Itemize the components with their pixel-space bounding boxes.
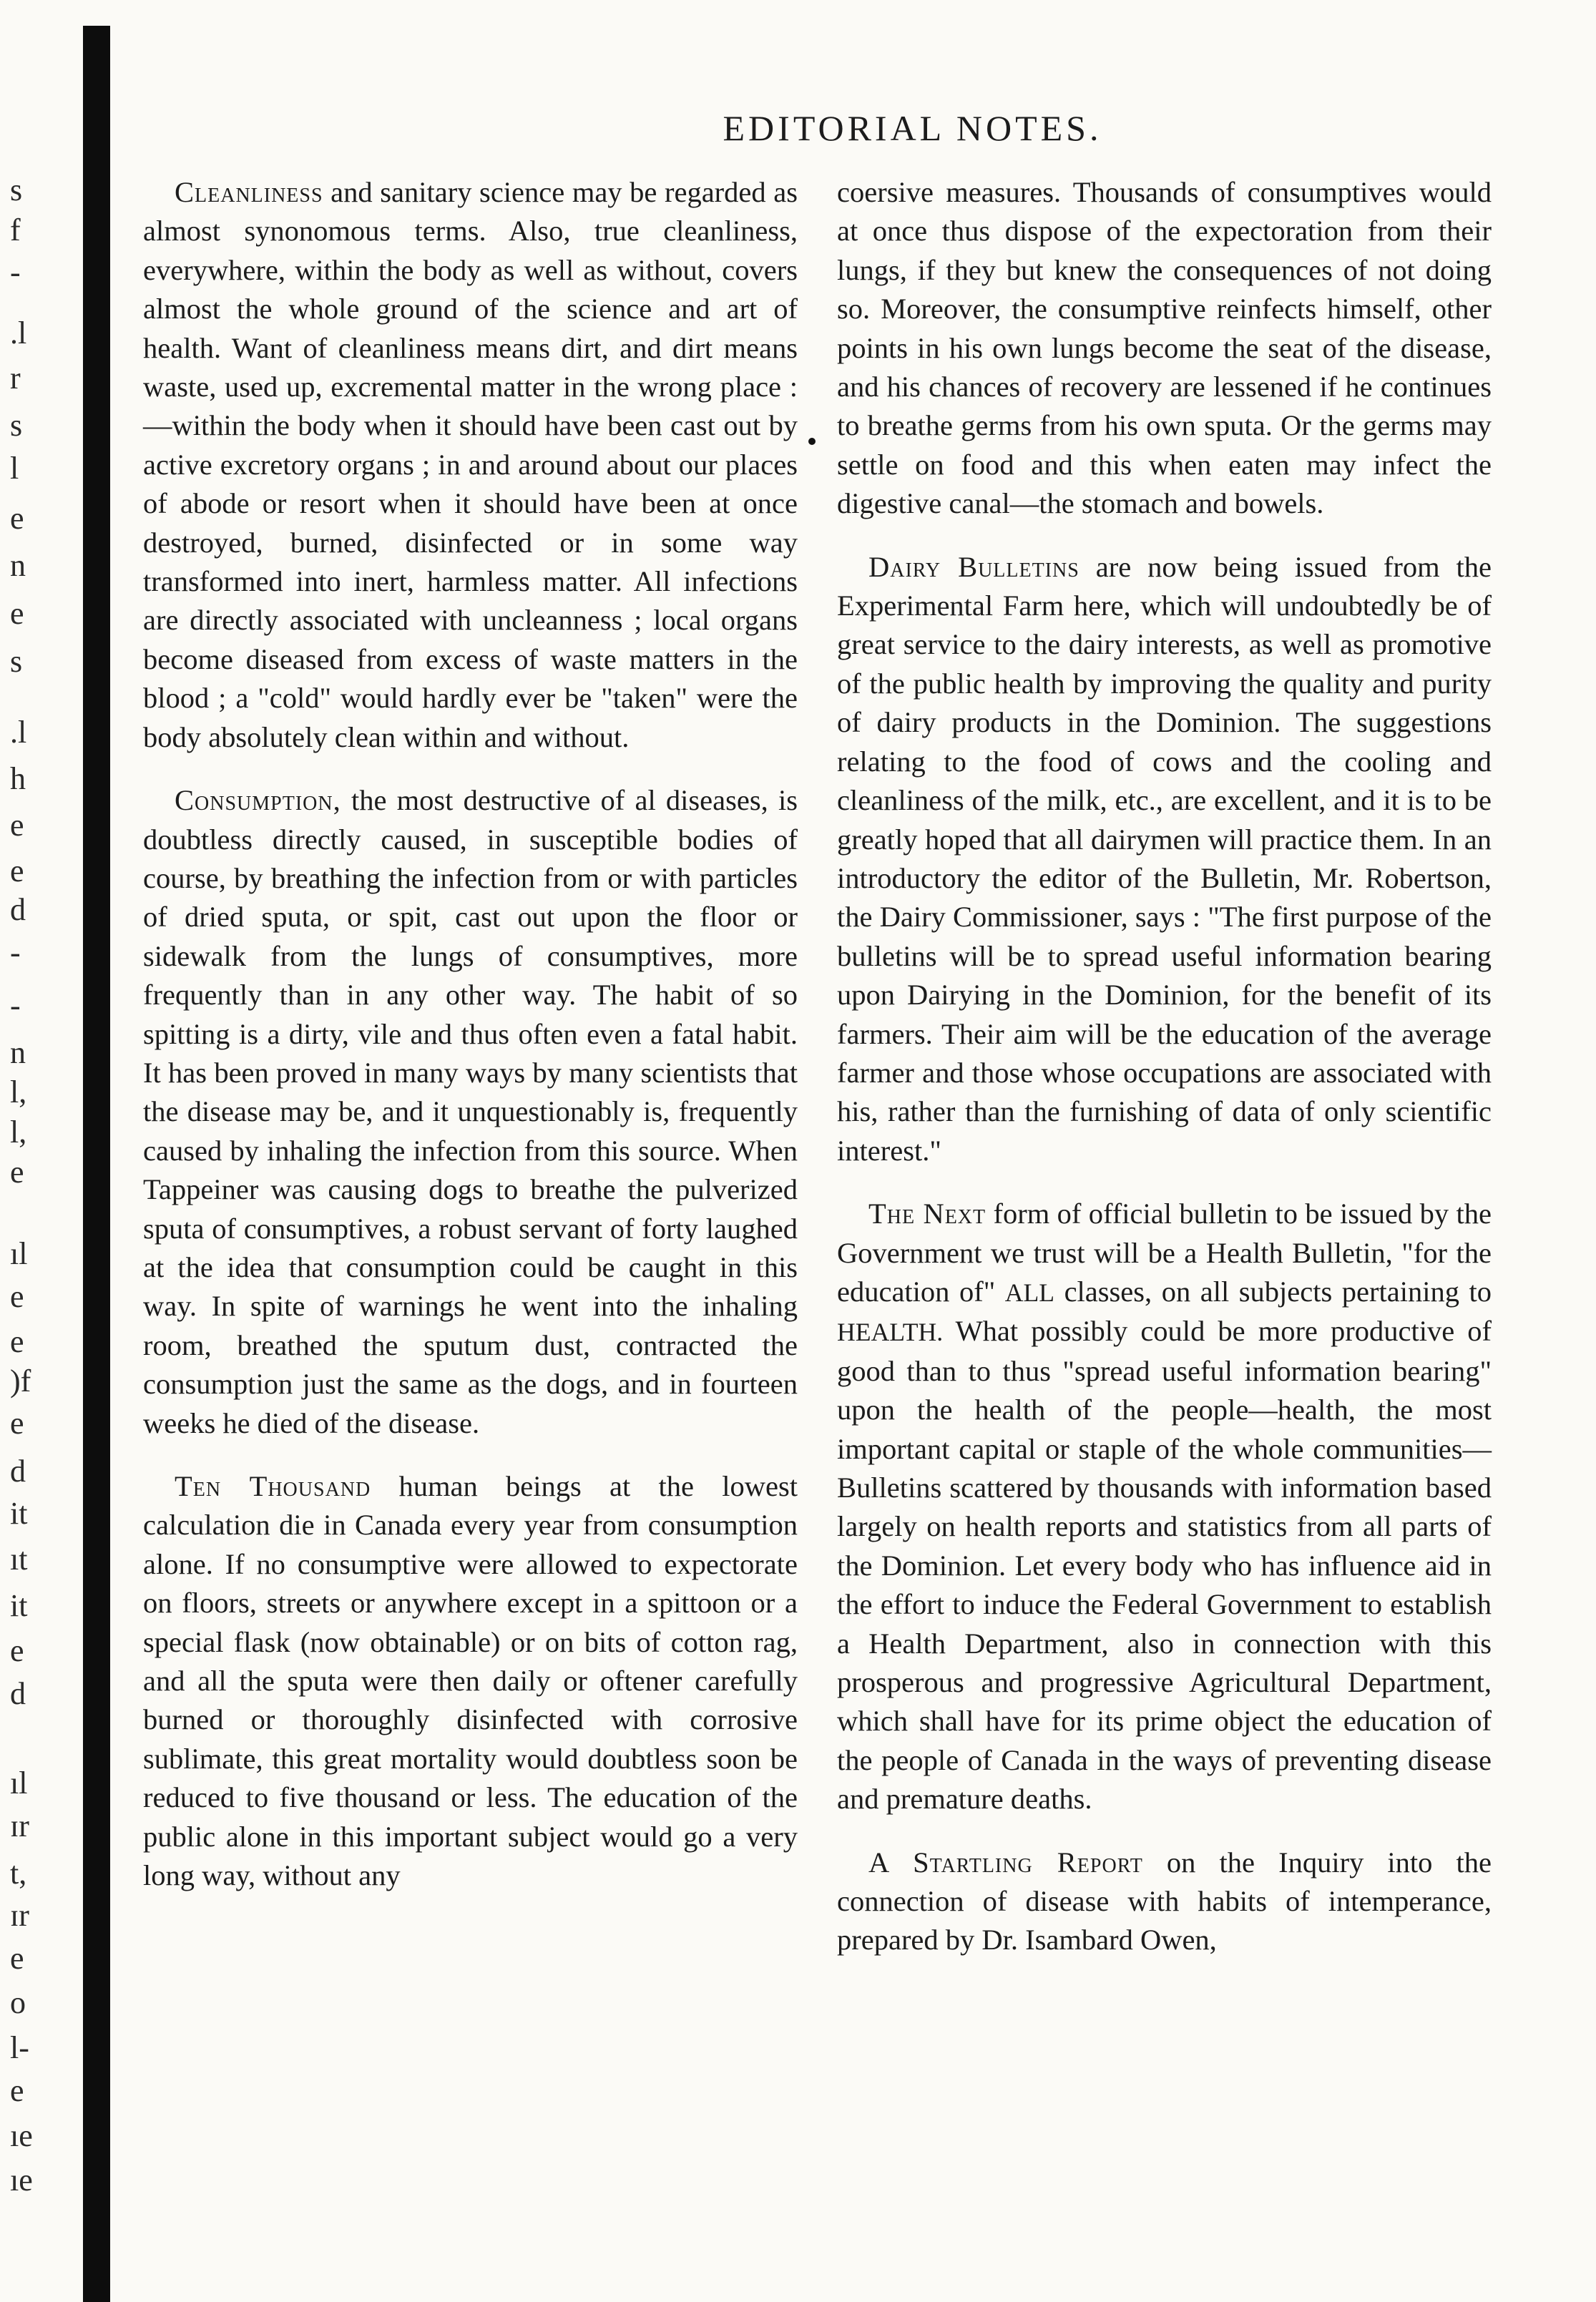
margin-fragment: h [10, 760, 26, 796]
paragraph-consumption [143, 781, 798, 1443]
margin-fragment: l- [10, 2030, 29, 2066]
margin-fragment: .l [10, 714, 27, 750]
margin-fragment: s [10, 172, 23, 207]
left-column [143, 173, 798, 1919]
paragraph-text: form of official bulletin to be issued by the Government we trust will be a Health Bulletin, "for the education of" [837, 1197, 1492, 1308]
margin-fragment: t, [10, 1856, 27, 1891]
margin-fragment: it [10, 1496, 28, 1531]
right-column [837, 173, 1492, 1984]
margin-fragment: e [10, 1633, 24, 1669]
margin-fragment: d [10, 892, 26, 928]
margin-fragment: ɪr [10, 1808, 29, 1843]
margin-fragment: ıl [10, 1765, 28, 1801]
margin-fragment: n [10, 548, 26, 584]
margin-fragment: o [10, 1984, 26, 2020]
margin-fragment: ıe [10, 2163, 33, 2198]
paragraph-text: the most destructive of al diseases, is doubtless directly caused, in susceptible bodies of course, by breathing the infection from or with particles of dried sputa, or spit, cast out upon the floor or sidewalk from the lungs of consumptives, more frequently than in any other way. The habit of so spitting is a dirty, vile and thus often even a fatal habit. It has been proved in many ways by many scientists that the disease may be, and it unquestionably is, frequently caused by inhaling the infection from this source. When Tappeiner was causing dogs to breathe the pulverized sputa of consumptives, a robust servant of forty laughed at the idea that consumption could be caught in this way. In spite of warnings he went into the inhaling room, breathed the sputum dust, contracted the consumption just the same as the dogs, and in fourteen weeks he died of the disease. [143, 784, 798, 1439]
margin-fragment: d [10, 1675, 26, 1711]
paragraph-lead: Dairy Bulletins [868, 550, 1079, 583]
paragraph-lead: A Startling Report [868, 1846, 1143, 1879]
margin-fragment: l [10, 451, 19, 486]
margin-fragment: e [10, 853, 24, 888]
margin-fragment: s [10, 643, 23, 679]
margin-fragment: r [10, 361, 21, 396]
margin-fragment: e [10, 500, 24, 536]
margin-fragment: e [10, 2072, 24, 2108]
small-caps-all: ALL [1004, 1278, 1055, 1307]
margin-fragment: e [10, 1324, 24, 1360]
paragraph-text: coersive measures. Thousands of consumptives would at once thus dispose of the expectoration from their lungs, if they but knew the consequences of not doing so. Moreover, the consumptive reinfects himself, other points in his own lungs become the seat of the disease, and his chances of recovery are lessened if he continues to breathe germs from his own sputa. Or the germs may settle on food and this when eaten may infect the digestive canal—the stomach and bowels. [837, 176, 1492, 520]
paragraph-text: human beings at the lowest calculation die in Canada every year from consumption alone. If no consumptive were allowed to expectorate on floors, streets or anywhere except in a spittoon or a special flask (now obtainable) or on bits of cotton rag, and all the sputa were then daily or oftener carefully burned or thoroughly disinfected with corrosive sublimate, this great mortality would doubtless soon be reduced to five thousand or less. The education of the public alone in this important subject would go a very long way, without any [143, 1470, 798, 1892]
margin-fragment: ıl [10, 1236, 28, 1272]
paragraph-the-next [837, 1195, 1492, 1819]
margin-fragment: e [10, 1155, 24, 1190]
margin-fragment: )f [10, 1363, 31, 1399]
paragraph-lead: The Next [868, 1197, 987, 1230]
margin-fragment: s [10, 407, 23, 443]
paragraph-lead: Ten Thousand [175, 1470, 371, 1502]
margin-fragment: e [10, 808, 24, 843]
margin-fragment: it [10, 1587, 28, 1623]
margin-fragment: ɪr [10, 1898, 29, 1934]
margin-fragment: e [10, 1940, 24, 1976]
paragraph-cleanliness [143, 173, 798, 757]
margin-fragment: n [10, 1035, 26, 1071]
paragraph-startling-report [837, 1843, 1492, 1960]
paragraph-text: on the Inquiry into the connection of disease with habits of intemperance, prepared by Dr. Isambard Owen, [837, 1846, 1492, 1956]
margin-fragment: l, [10, 1074, 27, 1110]
paragraph-continuation [837, 173, 1492, 524]
paragraph-lead: Cleanliness [175, 176, 323, 208]
margin-fragment: d [10, 1453, 26, 1489]
page-title: EDITORIAL NOTES. [723, 108, 1102, 148]
margin-fragment: ıe [10, 2118, 33, 2154]
paragraph-ten-thousand [143, 1467, 798, 1895]
margin-fragment: e [10, 596, 24, 631]
margin-fragment: l, [10, 1115, 27, 1150]
paragraph-text: classes, on all subjects pertaining to [1054, 1275, 1492, 1308]
paragraph-text: are now being issued from the Experimental Farm here, which will undoubtedly be of great service to the dairy interests, as well as promotive of the public health by improving the quality and purity of dairy products in the Dominion. The suggestions relating to the food of cows and the cooling and cleanliness of the milk, etc., are excellent, and it is to be greatly hoped that all dairymen will practice them. In an introductory the editor of the Bulletin, Mr. Robertson, the Dairy Commissioner, says : "The first purpose of the bulletins will be to spread useful information bearing upon Dairying in the Dominion, for the benefit of its farmers. Their aim will be the education of the average farmer and those whose occupations are associated with his, rather than the furnishing of data of only scientific interest." [837, 550, 1492, 1167]
paragraph-lead: Consumption, [175, 784, 341, 817]
paragraph-text: and sanitary science may be regarded as almost synonomous terms. Also, true cleanliness, everywhere, within the body as well as without, covers almost the whole ground of the science and art of health. Want of cleanliness means dirt, and dirt means waste, used up, excremental matter in the wrong place :—within the body when it should have been cast out by active excretory organs ; in and around about our places of abode or resort when it should have been at once destroyed, burned, disinfected or in some way transformed into inert, harmless matter. All infections are directly associated with uncleanness ; local organs become diseased from excess of waste matters in the blood ; a "cold" would hardly ever be "taken" were the body absolutely clean within and without. [143, 176, 798, 753]
paragraph-text: What possibly could be more productive of good than to thus "spread useful information bearing" upon the health of the people—health, the most important capital or staple of the whole communities—Bulletins scattered by thousands with information based largely on health reports and statistics from all parts of the Dominion. Let every body who has influence aid in the effort to induce the Federal Government to establish a Health Department, also in connection with this prosperous and progressive Agricultural Department, which shall have for its prime object the education of the people of Canada in the ways of preventing disease and premature deaths. [837, 1315, 1492, 1816]
margin-fragment: - [10, 934, 21, 970]
margin-fragment: ıt [10, 1541, 28, 1577]
previous-page-margin-fragments [0, 172, 75, 2198]
margin-fragment: e [10, 1406, 24, 1441]
binding-edge-bar [83, 26, 110, 2302]
margin-fragment: - [10, 987, 21, 1023]
small-caps-health: HEALTH. [837, 1318, 944, 1347]
margin-fragment: e [10, 1278, 24, 1314]
stray-ink-dot [808, 438, 816, 445]
margin-fragment: - [10, 255, 21, 290]
paragraph-dairy-bulletins [837, 548, 1492, 1171]
margin-fragment: f [10, 212, 21, 248]
margin-fragment: .l [10, 315, 27, 351]
